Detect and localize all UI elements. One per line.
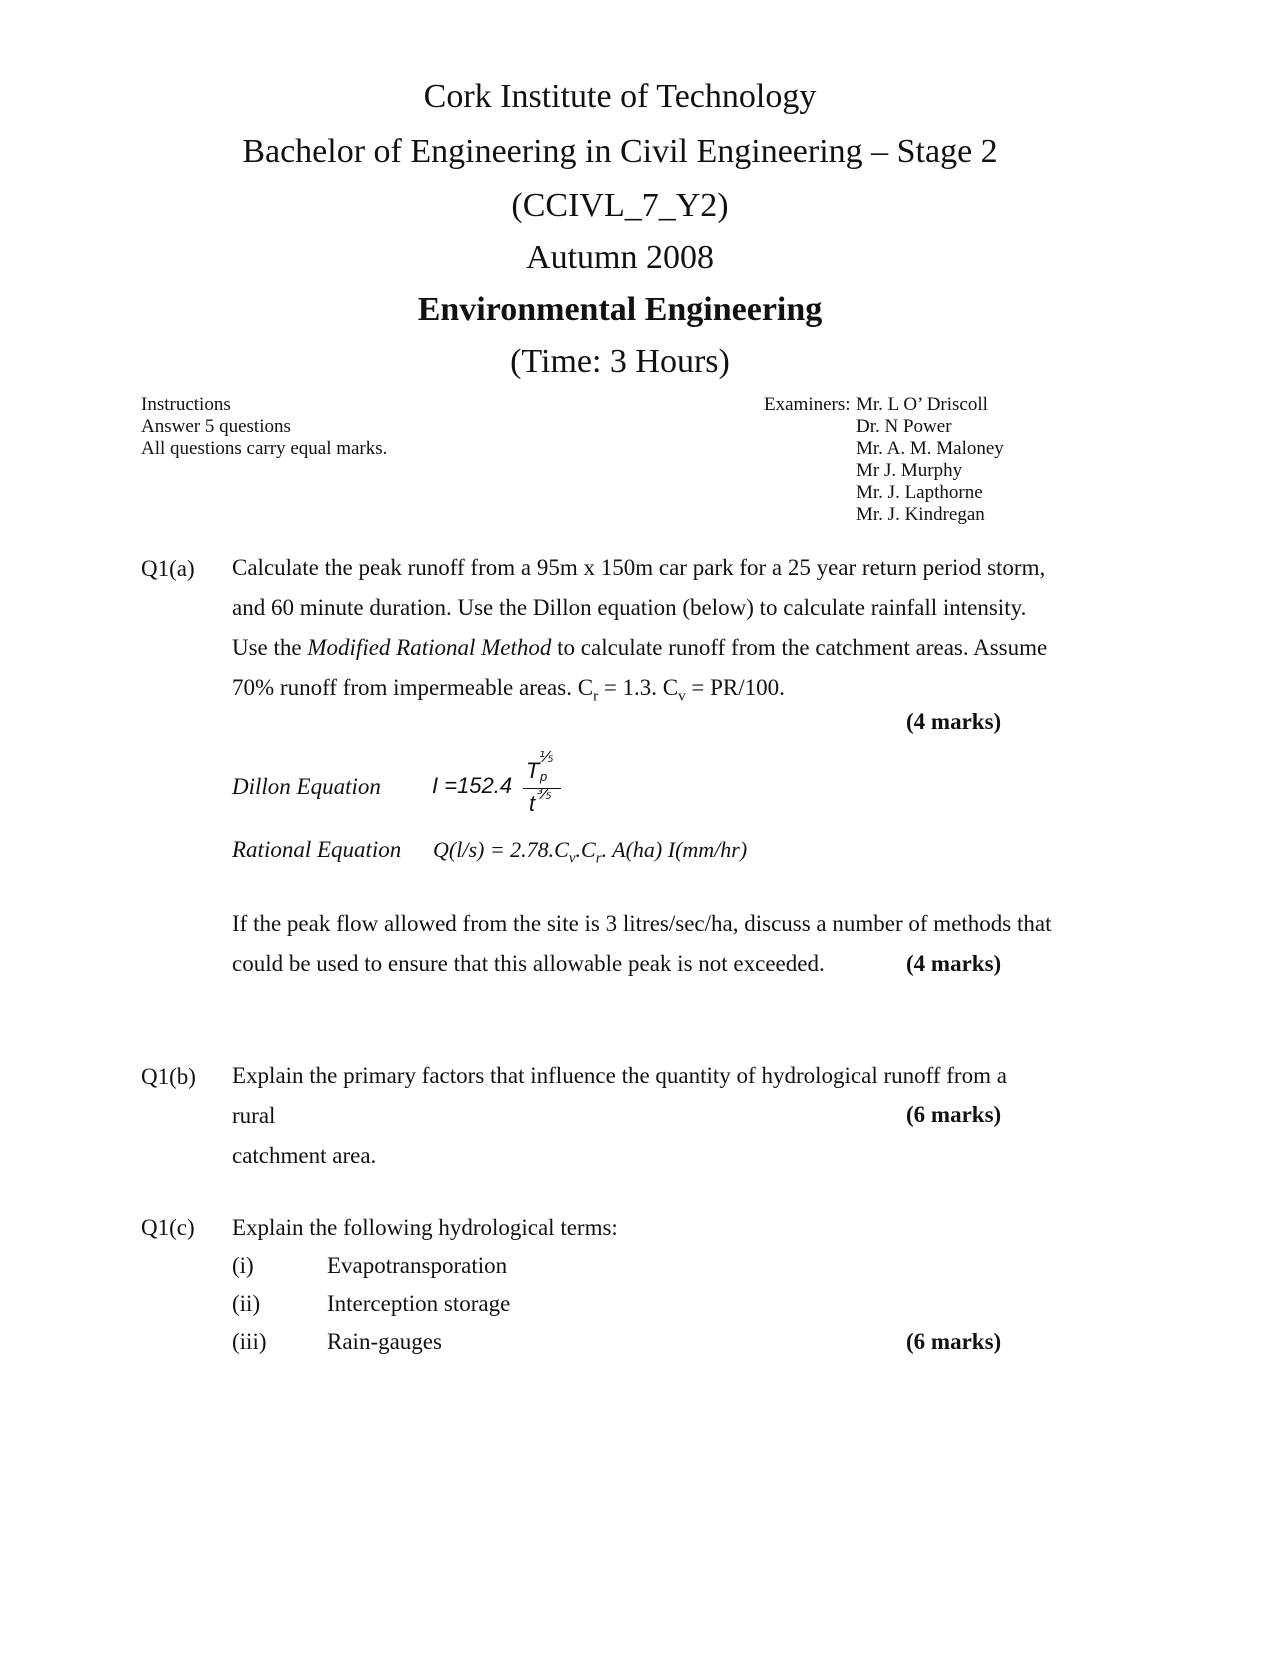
rational-equation-label: Rational Equation (232, 837, 402, 862)
list-item-term: Interception storage (327, 1291, 511, 1316)
course-code: (CCIVL_7_Y2) (511, 187, 729, 224)
instruction-line: Answer 5 questions (141, 416, 291, 437)
exam-duration: (Time: 3 Hours) (510, 343, 730, 380)
list-item-number: (iii) (232, 1329, 267, 1354)
subject-title: Environmental Engineering (417, 291, 823, 328)
marks-label: (6 marks) (906, 1102, 1002, 1127)
dillon-equation (432, 748, 592, 828)
examiner-name: Mr. A. M. Maloney (856, 438, 1004, 459)
programme-title: Bachelor of Engineering in Civil Engineering – Stage 2 (242, 133, 998, 170)
q1a-line: and 60 minute duration. Use the Dillon equation (below) to calculate rainfall intensity. (232, 595, 1027, 620)
question-label: Q1(c) (141, 1215, 195, 1240)
question-label: Q1(a) (141, 556, 195, 581)
examiner-name: Mr J. Murphy (856, 460, 963, 481)
modified-rational-method: Modified Rational Method (307, 635, 552, 660)
rational-equation: $Q(l/s) = 2.78.C_v.C_r$. A(ha) I(mm/hr) (433, 837, 748, 867)
instruction-line: All questions carry equal marks. (141, 438, 388, 459)
list-item-number: (i) (232, 1253, 254, 1278)
list-item-term: Rain-gauges (327, 1329, 442, 1354)
instructions-title: Instructions (141, 394, 231, 415)
dillon-numerator-subscript: p (540, 769, 548, 784)
institute-title: Cork Institute of Technology (423, 78, 817, 115)
instructions-block (141, 394, 387, 460)
examiner-name: Mr. J. Lapthorne (856, 482, 983, 503)
q1b-line: Explain the primary factors that influence the quantity of hydrological runoff from a rural (232, 1063, 1007, 1128)
q1c-intro: Explain the following hydrological terms: (232, 1215, 618, 1240)
q1a-line: 70% runoff from impermeable areas. $C_r = 1.3$. $C_v = PR/100$. (232, 675, 785, 705)
q1a-para2-line: If the peak flow allowed from the site is 3 litres/sec/ha, discuss a number of methods that (232, 911, 1052, 936)
list-item-number: (ii) (232, 1291, 261, 1316)
dillon-denominator-exponent: ⅗ (537, 786, 552, 803)
dillon-equation-label: Dillon Equation (232, 774, 381, 799)
dillon-denominator: t (529, 791, 536, 816)
question-label: Q1(b) (141, 1064, 196, 1089)
q1a-text (232, 548, 1052, 717)
dillon-numerator-exponent: ⅕ (539, 749, 554, 766)
examiner-name: Mr. J. Kindregan (856, 504, 985, 525)
list-item-term: Evapotransporation (327, 1253, 508, 1278)
marks-label: (4 marks) (906, 951, 1002, 976)
q1a-line: Calculate the peak runoff from a 95m x 150m car park for a 25 year return period storm, (232, 555, 1046, 580)
q1a-line: Use the Modified Rational Method to calculate runoff from the catchment areas. Assume (232, 635, 1048, 660)
dillon-lhs: I =152.4 (432, 773, 513, 798)
examiners-list (856, 394, 1004, 526)
q1a-para2-line: could be used to ensure that this allowable peak is not exceeded. (232, 951, 825, 976)
examiner-name: Dr. N Power (856, 416, 952, 437)
examiner-name: Mr. L O’ Driscoll (856, 394, 988, 415)
dillon-numerator: T (526, 758, 540, 783)
exam-session: Autumn 2008 (526, 239, 714, 276)
marks-label: (4 marks) (906, 709, 1002, 734)
marks-label: (6 marks) (906, 1329, 1002, 1354)
q1b-line: catchment area. (232, 1143, 377, 1168)
examiners-label: Examiners: (764, 394, 851, 415)
